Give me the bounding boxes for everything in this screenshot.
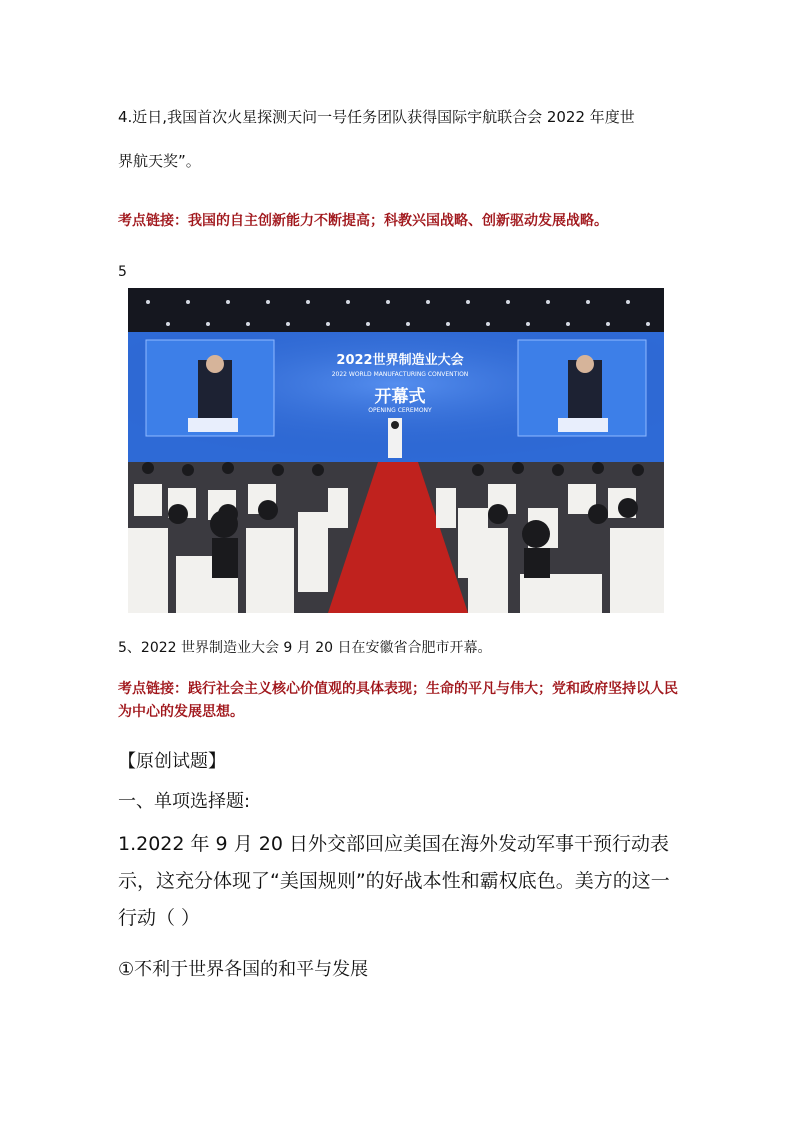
item5-caption: 5、2022 世界制造业大会 9 月 20 日在安徽省合肥市开幕。 [118,640,492,656]
convention-photo [128,288,664,613]
kaodian-link-2: 考点链接：践行社会主义核心价值观的具体表现；生命的平凡与伟大；党和政府坚持以人民为中心的发展思想。 [118,681,678,720]
item4-line1: 4.近日,我国首次火星探测天问一号任务团队获得国际宇航联合会 2022 年度世 [118,108,635,126]
item4-line2: 界航天奖”。 [118,152,201,170]
kaodian-link-1: 考点链接：我国的自主创新能力不断提高；科教兴国战略、创新驱动发展战略。 [118,213,608,229]
question-1: 1.2022 年 9 月 20 日外交部回应美国在海外发动军事干预行动表示，这充分体现了“美国规则”的好战本性和霸权底色。美方的这一行动（ ） [118,833,670,929]
section-title: 【原创试题】 [118,751,226,772]
item5-number: 5 [118,264,127,280]
question-1-option-1: ①不利于世界各国的和平与发展 [118,959,369,980]
screen-title: 2022世界制造业大会 [336,353,464,368]
subsection-title: 一、单项选择题: [118,791,251,812]
convention-photo-illustration [128,288,664,613]
screen-subtitle: 2022 WORLD MANUFACTURING CONVENTION [331,371,469,378]
ceremony-title: 开幕式 [374,387,426,407]
ceremony-subtitle: OPENING CEREMONY [368,407,432,414]
